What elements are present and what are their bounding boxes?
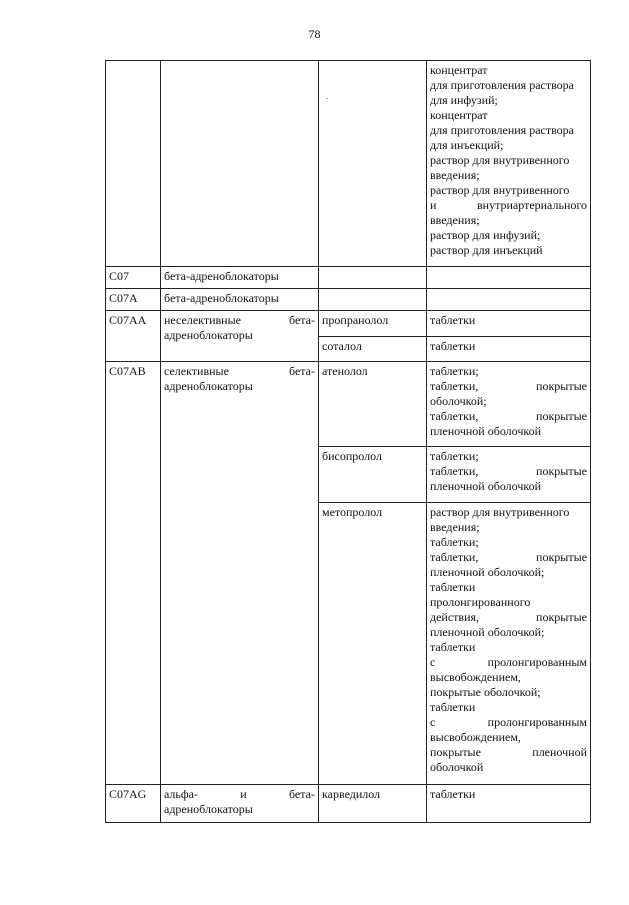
dosage-form-line [430,138,587,153]
group-cell: селективные бета- адреноблокаторы [161,362,319,785]
atc-code-cell: C07A [106,289,161,311]
drug-cell: метопролол [319,503,427,785]
dosage-form-text: для инфузий; [430,93,498,107]
dosage-form-text: введения; [430,520,480,534]
dosage-form-line [430,364,587,379]
dosage-form-text: пленочной оболочкой; [430,625,545,639]
dosage-form-text: внутриартериального [477,198,587,212]
dosage-form-text: таблетки [430,700,476,714]
dosage-form-cell [427,61,591,267]
dosage-form-cell [427,362,591,447]
dosage-form-text: покрытые оболочкой; [430,685,541,699]
drug-cell: карведилол [319,785,427,823]
dosage-form-text: раствор для инфузий; [430,228,541,242]
dosage-form-cell [427,289,591,311]
dosage-form-line [430,63,587,78]
dosage-form-text: пролонгированным [487,715,587,729]
dosage-form-line [430,379,587,394]
dosage-form-line [430,550,587,565]
dosage-form-line [430,394,587,409]
dosage-form-line [430,580,587,595]
dosage-form-line [430,715,587,730]
dosage-form-text: раствор для внутривенного [430,183,570,197]
table-row [106,61,591,267]
drug-cell [319,61,427,267]
atc-code-cell: C07AA [106,311,161,362]
dosage-form-text: покрытые [536,610,587,624]
dosage-form-line [430,610,587,625]
dosage-form-cell: таблетки [427,311,591,337]
dosage-form-line [430,449,587,464]
dosage-form-line [430,78,587,93]
dosage-form-text: таблетки, [430,409,479,423]
group-cell: бета-адреноблокаторы [161,289,319,311]
dosage-form-line [430,153,587,168]
dosage-form-text: покрытые [536,464,587,478]
dosage-form-text: пленочной оболочкой [430,479,542,493]
dosage-form-line [430,183,587,198]
dosage-form-text: пленочной оболочкой [430,424,542,438]
dosage-form-text: высвобождением, [430,730,521,744]
atc-code-cell: C07AG [106,785,161,823]
dosage-form-text: раствор для внутривенного [430,505,570,519]
dosage-form-line [430,685,587,700]
dosage-form-cell: таблетки [427,785,591,823]
dosage-form-text: таблетки [430,580,476,594]
dosage-form-text: таблетки [430,640,476,654]
dosage-form-line [430,760,587,775]
dosage-form-line [430,409,587,424]
dosage-form-line [430,535,587,550]
dosage-form-line [430,655,587,670]
dosage-form-text: для приготовления раствора [430,78,574,92]
dosage-form-text: таблетки, [430,464,479,478]
dosage-form-text: таблетки; [430,535,479,549]
dosage-form-cell [427,267,591,289]
dosage-form-line [430,700,587,715]
atc-code-cell: C07AB [106,362,161,785]
atc-code-cell [106,61,161,267]
dosage-form-text: оболочкой; [430,394,487,408]
table-row [106,289,591,311]
dosage-form-line [430,745,587,760]
dosage-form-line [430,243,587,258]
dosage-form-line [430,479,587,494]
dosage-form-text: раствор для внутривенного [430,153,570,167]
dosage-form-text: таблетки; [430,449,479,463]
dosage-form-line [430,168,587,183]
dosage-form-text: оболочкой [430,760,484,774]
dosage-form-text: высвобождением, [430,670,521,684]
dosage-form-cell [427,447,591,503]
group-cell: альфа- и бета- адреноблокаторы [161,785,319,823]
dosage-form-line [430,213,587,228]
dosage-form-text: покрытые [536,409,587,423]
dosage-form-line [430,730,587,745]
dosage-form-text: для инъекций; [430,138,504,152]
table-row [106,785,591,823]
dosage-form-text: пленочной оболочкой; [430,565,545,579]
page-number: 78 [308,27,321,41]
drug-cell [319,267,427,289]
dosage-form-cell: таблетки [427,337,591,362]
dosage-form-text: раствор для инъекций [430,243,543,257]
dosage-form-text: введения; [430,213,480,227]
table-row [106,362,591,447]
dosage-form-line [430,464,587,479]
dosage-form-text: покрытые [430,745,481,759]
drug-mark: . [326,92,328,101]
drug-cell [319,289,427,311]
dosage-form-text: для приготовления раствора [430,123,574,137]
drug-cell: бисопролол [319,447,427,503]
dosage-form-text: таблетки, [430,379,479,393]
dosage-form-text: концентрат [430,63,488,77]
dosage-form-cell [427,503,591,785]
dosage-form-text: и [430,198,437,212]
group-cell [161,61,319,267]
dosage-form-text: покрытые [536,379,587,393]
dosage-form-line [430,640,587,655]
drug-cell: пропранолол [319,311,427,337]
dosage-form-line [430,565,587,580]
dosage-form-line [430,625,587,640]
drug-cell: атенолол [319,362,427,447]
dosage-form-line [430,595,587,610]
dosage-form-line [430,670,587,685]
dosage-form-text: пленочной [532,745,587,759]
dosage-form-line [430,123,587,138]
dosage-form-line [430,520,587,535]
atc-code-cell: C07 [106,267,161,289]
dosage-form-text: введения; [430,168,480,182]
dosage-form-text: пролонгированного [430,595,531,609]
dosage-form-text: пролонгированным [487,655,587,669]
dosage-form-line [430,198,587,213]
table-row [106,311,591,337]
dosage-form-text: таблетки; [430,364,479,378]
group-cell: бета-адреноблокаторы [161,267,319,289]
dosage-form-text: концентрат [430,108,488,122]
drug-cell: соталол [319,337,427,362]
dosage-form-text: с [430,655,436,669]
table-row [106,267,591,289]
dosage-form-line [430,424,587,439]
group-cell: неселективные бета- адреноблокаторы [161,311,319,362]
dosage-form-text: с [430,715,436,729]
dosage-form-text: действия, [430,610,480,624]
dosage-form-line [430,228,587,243]
dosage-form-line [430,505,587,520]
dosage-form-line [430,93,587,108]
dosage-form-line [430,108,587,123]
dosage-form-text: таблетки, [430,550,479,564]
drug-table [105,60,591,823]
dosage-form-text: покрытые [536,550,587,564]
